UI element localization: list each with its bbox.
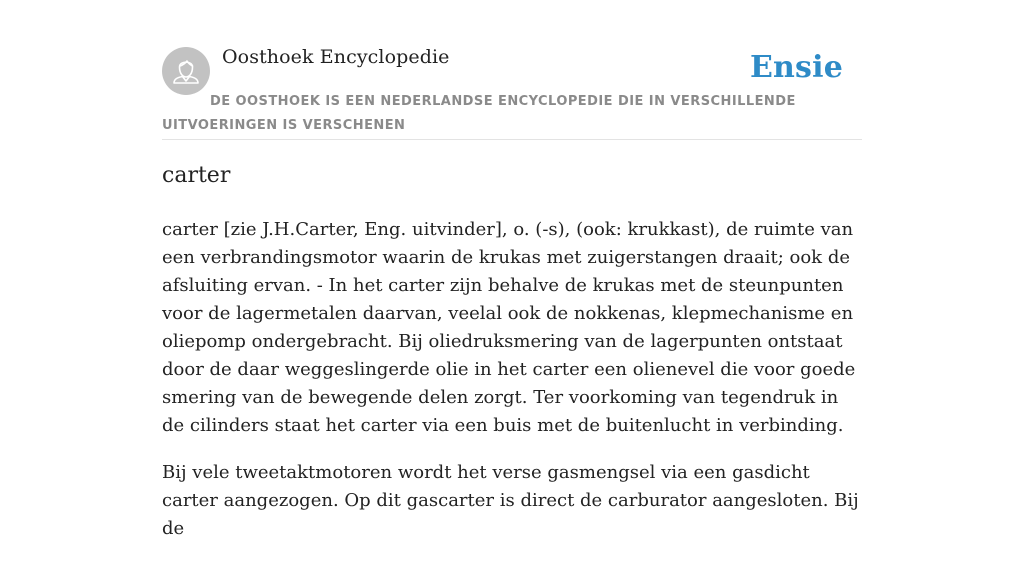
site-title[interactable]: Oosthoek Encyclopedie	[222, 46, 450, 68]
entry-body	[162, 216, 862, 562]
brand-logo[interactable]: Ensie	[749, 50, 843, 85]
user-icon	[162, 47, 210, 95]
entry-paragraph: carter [zie J.H.Carter, Eng. uitvinder], o. (-s), (ook: krukkast), de ruimte van een verbrandingsmotor waarin de krukas met zuigerstangen draait; ook de afsluiting ervan. - In het carter zijn behalve de krukas met de steunpunten voor de lagermetalen daarvan, veelal ook de nokkenas, klepmechanisme en oliepomp ondergebracht. Bij oliedruksmering van de lagerpunten ontstaat door de daar weggeslingerde olie in het carter een olienevel die voor goede smering van de bewegende delen zorgt. Ter voorkoming van tegendruk in de cilinders staat het carter via een buis met de buitenlucht in verbinding.	[162, 219, 856, 436]
site-description: DE OOSTHOEK IS EEN NEDERLANDSE ENCYCLOPEDIE DIE IN VERSCHILLENDE UITVOERINGEN IS VERSCHENEN	[162, 94, 796, 133]
avatar[interactable]	[162, 47, 210, 95]
page	[162, 0, 862, 539]
entry-title: carter	[162, 163, 231, 188]
entry-paragraph: Bij vele tweetaktmotoren wordt het verse gasmengsel via een gasdicht carter aangezogen. Op dit gascarter is direct de carburator aangesloten. Bij de	[162, 462, 859, 539]
site-header	[162, 0, 862, 140]
